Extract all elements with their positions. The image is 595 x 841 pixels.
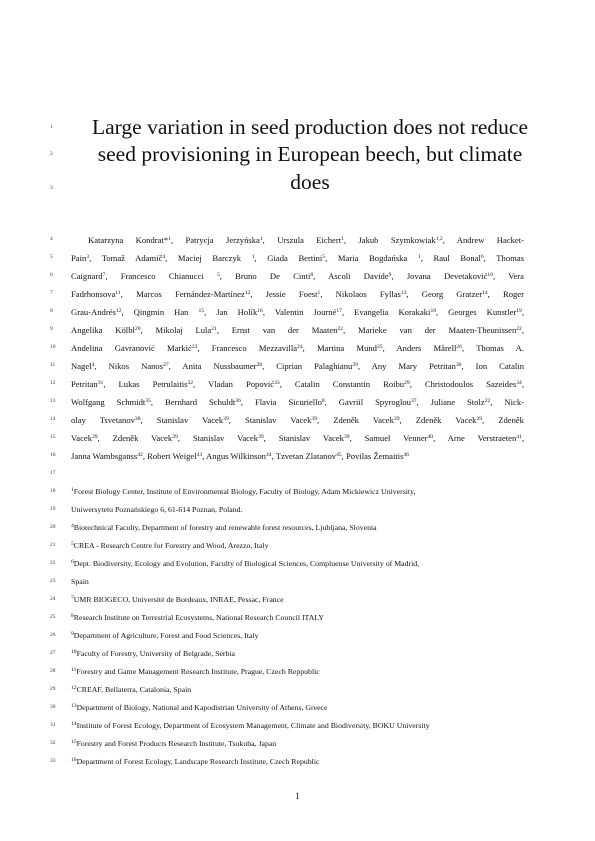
author-line: [71, 450, 524, 462]
author-line: [71, 378, 524, 390]
author-text: , Robert Weigel: [142, 451, 197, 461]
author-text: , Lukas Petrulaitis: [103, 379, 188, 389]
affiliation-marker: 39: [223, 416, 229, 422]
author-text: , Urszula Eichert: [262, 235, 342, 245]
affiliation-marker: 14: [482, 290, 488, 296]
affiliation-marker: 1: [168, 236, 171, 242]
affiliation-marker: 16: [257, 308, 263, 314]
line-number: 22: [50, 560, 56, 566]
affiliation-marker: 1: [259, 236, 263, 242]
affiliation-marker: 39: [343, 434, 350, 440]
affiliation-text: Department of Forest Ecology, Landscape Research Institute, Czech Republic: [76, 757, 320, 766]
affiliation-marker: 5: [216, 272, 220, 278]
author-text: , Patrycja Jerzyńska: [170, 235, 260, 245]
author-text: , Jessie Foest: [250, 289, 318, 299]
affiliation-marker: 11: [115, 290, 121, 296]
author-text: , Roger: [487, 289, 524, 299]
author-text: , Nikolaos Fyllas: [320, 289, 401, 299]
affiliation-number: 12: [71, 685, 77, 691]
affiliation-line: [71, 684, 531, 696]
affiliation-marker: 17: [336, 308, 342, 314]
author-text: , Vera: [492, 271, 524, 281]
line-number: 3: [50, 185, 53, 191]
affiliation-marker: 27: [163, 362, 169, 368]
line-number: 24: [50, 596, 56, 602]
affiliation-marker: 39: [258, 434, 264, 440]
author-text: , Jan Holík: [204, 307, 258, 317]
author-text: Grau-Andrés: [71, 307, 116, 317]
author-text: , Juliane Stolz: [416, 397, 485, 407]
author-text: , Qingmin Han: [121, 307, 199, 317]
affiliation-marker: 22: [516, 326, 522, 332]
author-line: [71, 342, 524, 354]
affiliation-text: UMR BIOGECO, Université de Bordeaux, INRAE, Pessac, France: [73, 595, 284, 604]
author-text: , Nikos Nanos: [94, 361, 164, 371]
author-line: [71, 288, 524, 300]
line-number: 32: [50, 740, 56, 746]
affiliation-text: Spain: [71, 577, 89, 586]
affiliation-marker: 39: [92, 434, 98, 440]
affiliation-text: Forestry and Game Management Research Institute, Prague, Czech Reppublic: [76, 667, 320, 676]
author-text: ,: [521, 307, 524, 317]
author-text: , Thomas: [483, 253, 524, 263]
author-text: Vacek: [71, 433, 92, 443]
author-text: , Christodoulos Sazeides: [409, 379, 517, 389]
affiliation-marker: 36: [235, 398, 241, 404]
line-number: 15: [50, 434, 56, 440]
author-text: , Tomaž Adamič: [89, 253, 163, 263]
author-text: , Flavia Sicuriello: [240, 397, 322, 407]
affiliation-marker: 18: [430, 308, 437, 314]
affiliation-text: Faculty of Forestry, University of Belgrade, Serbia: [76, 649, 236, 658]
author-text: , Jovana Devetaković: [391, 271, 488, 281]
line-number: 12: [50, 380, 56, 386]
affiliation-marker: 8: [310, 272, 314, 278]
author-text: , Stanislav Vacek: [228, 415, 312, 425]
affiliation-marker: 1: [417, 254, 421, 260]
author-text: ,: [521, 433, 525, 443]
author-line: [71, 324, 524, 336]
affiliation-marker: 1: [341, 236, 344, 242]
affiliation-marker: 39: [172, 434, 178, 440]
author-text: , Francesco Mezzavilla: [197, 343, 298, 353]
affiliation-line: [71, 738, 531, 750]
affiliation-marker: 13: [400, 290, 407, 296]
author-line: [88, 234, 524, 246]
affiliation-marker: 15: [198, 308, 205, 314]
affiliation-marker: 1: [317, 290, 321, 296]
affiliation-marker: 23: [191, 344, 198, 350]
author-text: Wolfgang Schmidt: [71, 397, 146, 407]
line-number: 23: [50, 578, 56, 584]
affiliation-marker: 38: [134, 416, 141, 422]
affiliation-marker: 12: [244, 290, 251, 296]
author-text: , Zdeněk Vacek: [316, 415, 394, 425]
line-number: 30: [50, 704, 56, 710]
line-number: 18: [50, 488, 56, 494]
author-text: Angelika Kölbl: [71, 325, 135, 335]
author-text: , Evangelia Korakaki: [341, 307, 431, 317]
affiliation-marker: 39: [476, 416, 482, 422]
author-text: Katarzyna Kondrat*: [88, 235, 169, 245]
author-text: Petritan: [71, 379, 98, 389]
affiliation-marker: 42: [137, 452, 143, 458]
author-text: Andelina Gavranović Markić: [71, 343, 192, 353]
affiliation-marker: 1: [251, 254, 255, 260]
affiliation-number: 11: [71, 667, 77, 673]
author-text: , Arne Verstraeten: [433, 433, 517, 443]
affiliation-marker: 30: [455, 362, 462, 368]
author-text: , Angus Wilkinson: [202, 451, 266, 461]
page-number: 1: [295, 792, 300, 802]
affiliation-text: Department of Agriculture, Forest and Food Sciences, Italy: [73, 631, 259, 640]
affiliation-text: Institute of Forest Ecology, Department of Ecosystem Management, Climate and Biodiversity, BOKU University: [76, 721, 430, 730]
author-text: , Marcos Fernández-Martínez: [120, 289, 245, 299]
author-text: , Nick-: [490, 397, 524, 407]
affiliation-marker: 25: [376, 344, 383, 350]
author-text: , Zdeněk Vacek: [97, 433, 173, 443]
author-text: ,: [521, 325, 524, 335]
line-number: 26: [50, 632, 56, 638]
affiliation-line: [71, 522, 531, 534]
affiliation-marker: 40: [427, 434, 434, 440]
affiliation-line: [71, 702, 531, 714]
affiliation-marker: 19: [516, 308, 522, 314]
affiliation-marker: 29: [404, 380, 410, 386]
affiliation-number: 4: [71, 523, 74, 529]
author-text: , Francesco Chianucci: [105, 271, 217, 281]
line-number: 5: [50, 254, 53, 260]
author-line: [71, 252, 524, 264]
affiliation-number: 1: [71, 487, 74, 493]
affiliation-marker: 4: [162, 254, 166, 260]
affiliation-line: [71, 540, 531, 552]
affiliation-number: 15: [71, 739, 77, 745]
affiliation-line: [71, 630, 531, 642]
author-text: ,: [521, 379, 524, 389]
line-number: 33: [50, 758, 56, 764]
affiliation-number: 13: [71, 703, 77, 709]
affiliation-marker: 4: [91, 362, 95, 368]
affiliation-marker: 28: [256, 362, 263, 368]
affiliation-number: 5: [71, 541, 74, 547]
author-text: , Andrew Hacket-: [442, 235, 524, 245]
affiliation-marker: 34: [516, 380, 522, 386]
author-text: Fadrhonsova: [71, 289, 116, 299]
author-text: , Georges Kunstler: [436, 307, 517, 317]
author-text: , Ciprian Palaghianu: [262, 361, 353, 371]
affiliation-line: [71, 504, 531, 516]
line-number: 21: [50, 542, 56, 548]
author-text: , Raul Bonal: [420, 253, 481, 263]
affiliation-marker: 8: [321, 398, 325, 404]
affiliation-marker: 20: [134, 326, 141, 332]
affiliation-marker: 45: [336, 452, 342, 458]
affiliation-marker: 21: [211, 326, 217, 332]
affiliation-line: [71, 612, 531, 624]
affiliation-marker: 39: [393, 416, 400, 422]
author-text: , Giada Bertini: [254, 253, 323, 263]
line-number: 1: [50, 124, 53, 130]
line-number: 25: [50, 614, 56, 620]
affiliation-number: 9: [71, 631, 74, 637]
affiliation-marker: 46: [403, 452, 410, 458]
affiliation-marker: 39: [311, 416, 317, 422]
affiliation-line: [71, 666, 531, 678]
author-text: , Ascoli Davide: [313, 271, 389, 281]
affiliation-marker: 41: [516, 434, 522, 440]
author-text: , Maria Bogdańska: [325, 253, 418, 263]
affiliation-marker: 10: [487, 272, 493, 278]
line-number: 16: [50, 452, 56, 458]
line-number: 17: [50, 470, 56, 476]
affiliation-text: Department of Biology, National and Kapodistrian University of Athens, Greece: [76, 703, 328, 712]
line-number: 8: [50, 308, 53, 314]
author-text: , Bruno De Cinti: [219, 271, 311, 281]
affiliation-marker: 33: [274, 380, 280, 386]
author-text: , Marieke van der Maaten-Theunissen: [343, 325, 517, 335]
line-number: 27: [50, 650, 56, 656]
author-line: [71, 414, 524, 426]
affiliation-text: CREA - Research Centre for Forestry and Wood, Arezzo, Italy: [73, 541, 269, 550]
author-text: , Anita Nussbaumer: [168, 361, 257, 371]
author-text: , Povilas Žemaitis: [341, 451, 404, 461]
author-text: , Anders Mårell: [382, 343, 457, 353]
affiliation-marker: 1,2: [435, 236, 443, 242]
affiliation-line: [71, 720, 531, 732]
affiliation-marker: 22: [337, 326, 344, 332]
affiliation-marker: 12: [115, 308, 122, 314]
line-number: 29: [50, 686, 56, 692]
affiliation-marker: 37: [410, 398, 417, 404]
author-text: , Martina Mund: [302, 343, 377, 353]
line-number: 9: [50, 326, 53, 332]
author-line: [71, 306, 524, 318]
author-text: , Bernhard Schuldt: [150, 397, 236, 407]
affiliation-line: [71, 648, 531, 660]
author-text: , Catalin Constantin Roibu: [279, 379, 405, 389]
affiliation-line: [71, 756, 531, 768]
author-text: , Stanislav Vacek: [177, 433, 259, 443]
affiliation-text: Research Institute on Terrestrial Ecosystems, National Research Council ITALY: [73, 613, 324, 622]
affiliation-marker: 3: [86, 254, 90, 260]
affiliation-number: 7: [71, 595, 74, 601]
affiliation-number: 14: [71, 721, 77, 727]
line-number: 28: [50, 668, 56, 674]
affiliation-marker: 32: [187, 380, 194, 386]
author-text: , Stanislav Vacek: [263, 433, 344, 443]
line-number: 7: [50, 290, 53, 296]
affiliation-number: 8: [71, 613, 74, 619]
affiliation-marker: 24: [297, 344, 303, 350]
affiliation-marker: 43: [196, 452, 203, 458]
paper-title-line-1: Large variation in seed production does not reduce: [91, 115, 529, 139]
affiliation-marker: 5: [322, 254, 326, 260]
line-number: 2: [50, 151, 53, 157]
affiliation-marker: 7: [102, 272, 106, 278]
paper-title-line-2: seed provisioning in European beech, but climate does: [97, 142, 523, 194]
author-line: [71, 360, 524, 372]
affiliation-marker: 29: [352, 362, 358, 368]
author-text: , Tzvetan Zlatanov: [271, 451, 337, 461]
author-text: Caignard: [71, 271, 103, 281]
author-text: , Gavriil Spyroglou: [324, 397, 411, 407]
author-text: , Vladan Popović: [193, 379, 275, 389]
author-text: , Ernst van der Maaten: [216, 325, 338, 335]
author-text: , Zdeněk: [481, 415, 524, 425]
line-number: 31: [50, 722, 56, 728]
affiliation-marker: 31: [97, 380, 104, 386]
line-number: 19: [50, 506, 56, 512]
line-number: 11: [50, 362, 56, 368]
affiliation-marker: 44: [265, 452, 272, 458]
author-text: , Ion Catalin: [461, 361, 524, 371]
author-text: , Mikolaj Lula: [140, 325, 212, 335]
affiliation-marker: 9: [388, 272, 392, 278]
line-number: 10: [50, 344, 56, 350]
author-text: , Stanislav Vacek: [140, 415, 224, 425]
author-text: Nagel: [71, 361, 92, 371]
author-text: , Maciej Barczyk: [165, 253, 252, 263]
affiliation-marker: 22: [484, 398, 491, 404]
author-text: , Valentin Journé: [262, 307, 337, 317]
line-number: 14: [50, 416, 56, 422]
author-line: [71, 396, 524, 408]
affiliation-number: 6: [71, 559, 74, 565]
author-text: , Zdeněk Vacek: [399, 415, 477, 425]
affiliation-text: Uniwersytetu Poznańskiego 6, 61-614 Poznan, Poland.: [71, 505, 243, 514]
line-number: 4: [50, 236, 53, 242]
author-text: , Jakub Szymkowiak: [343, 235, 436, 245]
affiliation-text: Dept. Biodiversity, Ecology and Evolution, Faculty of Biological Sciences, Compluense University of Madrid,: [73, 559, 420, 568]
line-number: 20: [50, 524, 56, 530]
affiliation-text: Biotechnical Faculty, Department of forestry and renewable forest resources, Ljubljana, Slovenia: [73, 523, 377, 532]
affiliation-number: 10: [71, 649, 77, 655]
line-number: 13: [50, 398, 56, 404]
affiliation-line: [71, 486, 531, 498]
affiliation-marker: 26: [456, 344, 462, 350]
author-line: [71, 432, 524, 444]
affiliation-line: [71, 576, 531, 588]
affiliation-line: [71, 594, 531, 606]
author-line: [71, 270, 524, 282]
author-text: , Any Mary Petritan: [357, 361, 456, 371]
author-text: , Thomas A.: [462, 343, 524, 353]
author-text: olay Tsvetanov: [71, 415, 135, 425]
affiliation-text: CREAF, Bellaterra, Catalonia, Spain: [76, 685, 192, 694]
line-number: 6: [50, 272, 53, 278]
affiliation-number: 16: [71, 757, 77, 763]
affiliation-marker: 35: [145, 398, 151, 404]
author-text: , Georg Gratzer: [406, 289, 483, 299]
affiliation-text: Forestry and Forest Products Research Institute, Tsukuba, Japan: [76, 739, 277, 748]
author-text: Pain: [71, 253, 87, 263]
author-text: , Samuel Venner: [349, 433, 428, 443]
affiliation-marker: 6: [480, 254, 484, 260]
affiliation-text: Forest Biology Center, Institute of Environmental Biology, Faculty of Biology, Adam Mickiewicz University,: [73, 487, 416, 496]
affiliation-line: [71, 558, 531, 570]
author-text: Janna Wambsganss: [71, 451, 138, 461]
